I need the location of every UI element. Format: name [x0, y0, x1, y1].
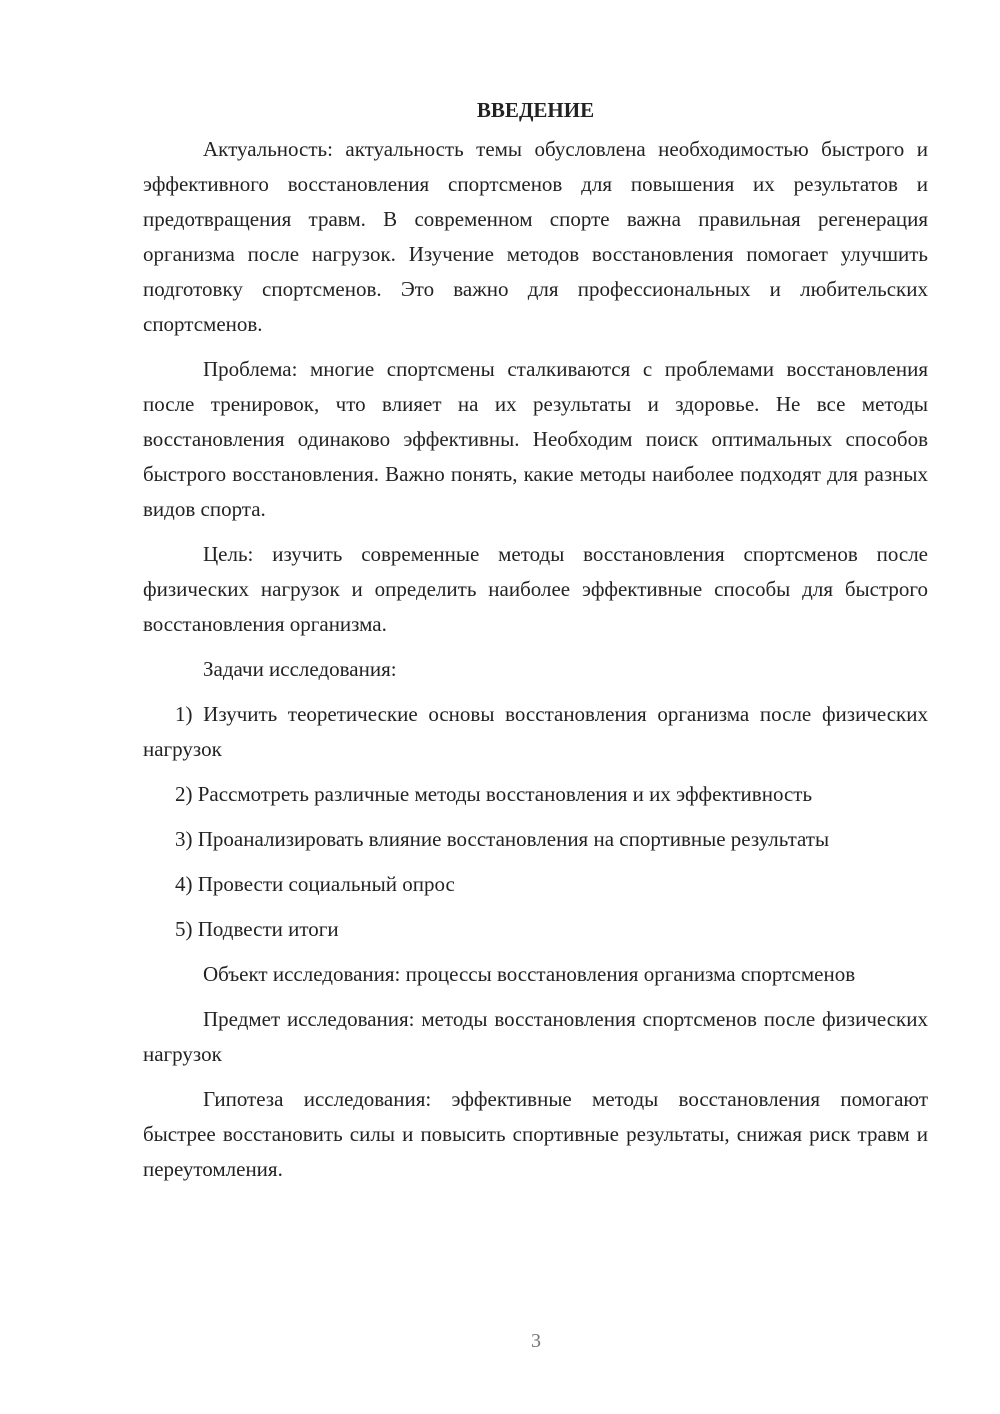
hypothesis-paragraph: Гипотеза исследования: эффективные методы восстановления помогают быстрее восстановить силы и повысить спортивные результаты, снижая риск травм и переутомления.: [143, 1087, 928, 1181]
task-item-2: 2) Рассмотреть различные методы восстановления и их эффективность: [175, 782, 813, 806]
subject-paragraph: Предмет исследования: методы восстановления спортсменов после физических нагрузок: [143, 1007, 928, 1066]
tasks-heading: Задачи исследования:: [203, 657, 397, 681]
problem-paragraph: Проблема: многие спортсмены сталкиваются с проблемами восстановления после тренировок, что влияет на их результаты и здоровье. Не все методы восстановления одинаково эффективны. Необходим поиск оптимальных способов быстрого восстановления. Важно понять, какие методы наиболее подходят для разных видов спорта.: [143, 357, 928, 521]
document-page: [143, 92, 928, 1197]
object-paragraph: Объект исследования: процессы восстановления организма спортсменов: [203, 962, 856, 986]
page-number: 3: [531, 1330, 541, 1352]
task-item-4: 4) Провести социальный опрос: [175, 872, 455, 896]
relevance-paragraph: Актуальность: актуальность темы обусловлена необходимостью быстрого и эффективного восстановления спортсменов для повышения их результатов и предотвращения травм. В современном спорте важна правильная регенерация организма после нагрузок. Изучение методов восстановления помогает улучшить подготовку спортсменов. Это важно для профессиональных и любительских спортсменов.: [143, 137, 928, 336]
goal-paragraph: Цель: изучить современные методы восстановления спортсменов после физических нагрузок и определить наиболее эффективные способы для быстрого восстановления организма.: [143, 542, 928, 636]
document-title: ВВЕДЕНИЕ: [476, 98, 595, 122]
task-item-5: 5) Подвести итоги: [175, 917, 339, 941]
task-item-1: 1) Изучить теоретические основы восстановления организма после физических нагрузок: [143, 702, 928, 761]
task-item-3: 3) Проанализировать влияние восстановления на спортивные результаты: [175, 827, 830, 851]
